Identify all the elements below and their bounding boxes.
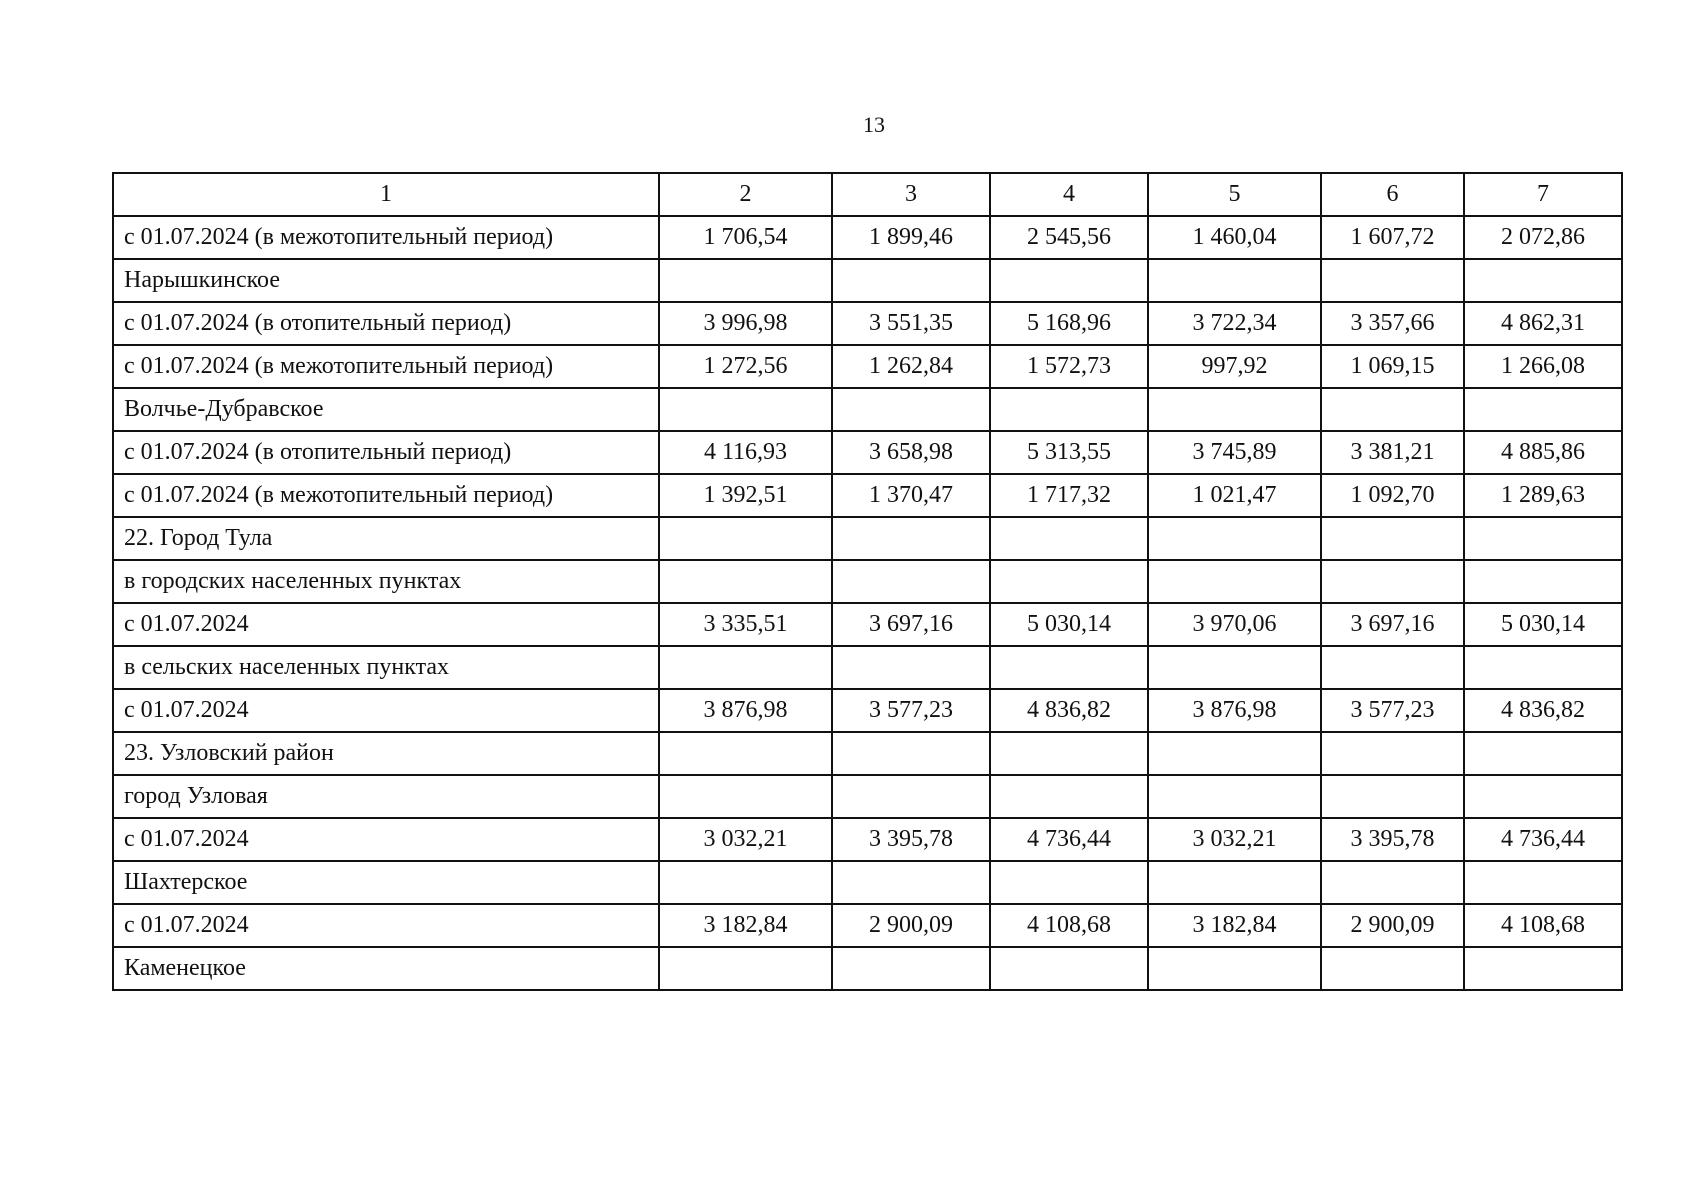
value-cell <box>659 775 832 818</box>
value-cell <box>832 775 990 818</box>
value-cell <box>659 517 832 560</box>
value-cell: 4 885,86 <box>1464 431 1622 474</box>
value-cell: 3 876,98 <box>659 689 832 732</box>
value-cell <box>1464 517 1622 560</box>
value-cell: 1 572,73 <box>990 345 1148 388</box>
value-cell <box>832 646 990 689</box>
table-row <box>113 818 1622 861</box>
row-label: с 01.07.2024 <box>113 904 659 947</box>
value-cell <box>990 560 1148 603</box>
table-row <box>113 517 1622 560</box>
value-cell <box>1148 732 1321 775</box>
row-label: с 01.07.2024 (в межотопительный период) <box>113 345 659 388</box>
table-row <box>113 560 1622 603</box>
value-cell: 3 697,16 <box>832 603 990 646</box>
value-cell: 1 092,70 <box>1321 474 1464 517</box>
table-header-row <box>113 173 1622 216</box>
column-header: 2 <box>659 173 832 216</box>
value-cell <box>1148 560 1321 603</box>
row-label: с 01.07.2024 (в отопительный период) <box>113 302 659 345</box>
row-label: в сельских населенных пунктах <box>113 646 659 689</box>
value-cell <box>1148 947 1321 990</box>
table-row <box>113 689 1622 732</box>
value-cell: 1 021,47 <box>1148 474 1321 517</box>
value-cell: 3 876,98 <box>1148 689 1321 732</box>
value-cell: 1 069,15 <box>1321 345 1464 388</box>
value-cell: 4 736,44 <box>990 818 1148 861</box>
row-label: в городских населенных пунктах <box>113 560 659 603</box>
value-cell: 3 577,23 <box>1321 689 1464 732</box>
value-cell <box>1464 388 1622 431</box>
value-cell: 1 262,84 <box>832 345 990 388</box>
value-cell <box>832 947 990 990</box>
table-row <box>113 861 1622 904</box>
value-cell <box>990 259 1148 302</box>
row-label: с 01.07.2024 <box>113 818 659 861</box>
value-cell <box>659 732 832 775</box>
value-cell <box>832 388 990 431</box>
value-cell: 3 182,84 <box>1148 904 1321 947</box>
row-label: Волчье-Дубравское <box>113 388 659 431</box>
value-cell: 997,92 <box>1148 345 1321 388</box>
value-cell: 3 335,51 <box>659 603 832 646</box>
table-row <box>113 732 1622 775</box>
value-cell <box>1148 775 1321 818</box>
value-cell <box>832 560 990 603</box>
value-cell <box>1464 646 1622 689</box>
value-cell: 3 697,16 <box>1321 603 1464 646</box>
value-cell <box>1321 259 1464 302</box>
column-header: 7 <box>1464 173 1622 216</box>
row-label: 22. Город Тула <box>113 517 659 560</box>
value-cell <box>1148 861 1321 904</box>
value-cell: 1 717,32 <box>990 474 1148 517</box>
value-cell <box>832 732 990 775</box>
value-cell <box>1464 947 1622 990</box>
value-cell: 1 899,46 <box>832 216 990 259</box>
value-cell <box>990 775 1148 818</box>
value-cell <box>659 646 832 689</box>
value-cell: 3 032,21 <box>659 818 832 861</box>
tariff-table <box>112 172 1623 991</box>
value-cell <box>659 388 832 431</box>
value-cell: 5 030,14 <box>1464 603 1622 646</box>
value-cell: 4 108,68 <box>1464 904 1622 947</box>
value-cell <box>990 861 1148 904</box>
value-cell: 3 745,89 <box>1148 431 1321 474</box>
value-cell <box>1148 517 1321 560</box>
value-cell <box>832 259 990 302</box>
value-cell: 4 108,68 <box>990 904 1148 947</box>
value-cell <box>659 259 832 302</box>
table-row <box>113 302 1622 345</box>
value-cell: 1 460,04 <box>1148 216 1321 259</box>
value-cell <box>1464 259 1622 302</box>
value-cell: 3 722,34 <box>1148 302 1321 345</box>
value-cell: 4 836,82 <box>1464 689 1622 732</box>
value-cell: 3 357,66 <box>1321 302 1464 345</box>
table-body <box>113 173 1622 990</box>
value-cell <box>1148 646 1321 689</box>
value-cell <box>1321 861 1464 904</box>
table-row <box>113 216 1622 259</box>
row-label: Каменецкое <box>113 947 659 990</box>
value-cell <box>1464 732 1622 775</box>
value-cell: 3 395,78 <box>832 818 990 861</box>
table-row <box>113 646 1622 689</box>
row-label: с 01.07.2024 <box>113 603 659 646</box>
value-cell: 1 607,72 <box>1321 216 1464 259</box>
value-cell: 5 030,14 <box>990 603 1148 646</box>
row-label: 23. Узловский район <box>113 732 659 775</box>
page-number: 13 <box>863 112 885 137</box>
column-header: 1 <box>113 173 659 216</box>
value-cell: 3 381,21 <box>1321 431 1464 474</box>
value-cell <box>990 646 1148 689</box>
value-cell: 1 272,56 <box>659 345 832 388</box>
value-cell: 4 836,82 <box>990 689 1148 732</box>
value-cell: 2 072,86 <box>1464 216 1622 259</box>
value-cell <box>990 732 1148 775</box>
value-cell <box>1321 775 1464 818</box>
value-cell <box>1321 947 1464 990</box>
value-cell <box>1321 732 1464 775</box>
value-cell <box>1321 388 1464 431</box>
value-cell <box>1321 646 1464 689</box>
value-cell <box>1321 560 1464 603</box>
value-cell: 5 313,55 <box>990 431 1148 474</box>
value-cell <box>832 517 990 560</box>
value-cell <box>832 861 990 904</box>
value-cell: 1 706,54 <box>659 216 832 259</box>
value-cell: 2 545,56 <box>990 216 1148 259</box>
table-row <box>113 388 1622 431</box>
value-cell: 3 032,21 <box>1148 818 1321 861</box>
value-cell: 3 395,78 <box>1321 818 1464 861</box>
value-cell: 3 996,98 <box>659 302 832 345</box>
table-row <box>113 775 1622 818</box>
value-cell: 3 970,06 <box>1148 603 1321 646</box>
value-cell: 5 168,96 <box>990 302 1148 345</box>
table-row <box>113 345 1622 388</box>
value-cell <box>659 861 832 904</box>
value-cell: 1 370,47 <box>832 474 990 517</box>
table-row <box>113 431 1622 474</box>
table-row <box>113 259 1622 302</box>
row-label: с 01.07.2024 (в межотопительный период) <box>113 216 659 259</box>
value-cell <box>659 560 832 603</box>
table-row <box>113 603 1622 646</box>
column-header: 3 <box>832 173 990 216</box>
value-cell: 4 736,44 <box>1464 818 1622 861</box>
row-label: город Узловая <box>113 775 659 818</box>
table-row <box>113 947 1622 990</box>
value-cell: 2 900,09 <box>1321 904 1464 947</box>
value-cell <box>1464 775 1622 818</box>
row-label: Нарышкинское <box>113 259 659 302</box>
value-cell: 3 577,23 <box>832 689 990 732</box>
value-cell <box>1464 861 1622 904</box>
row-label: с 01.07.2024 <box>113 689 659 732</box>
value-cell <box>990 388 1148 431</box>
table-row <box>113 474 1622 517</box>
value-cell <box>659 947 832 990</box>
table-row <box>113 904 1622 947</box>
value-cell: 3 658,98 <box>832 431 990 474</box>
row-label: с 01.07.2024 (в межотопительный период) <box>113 474 659 517</box>
value-cell <box>990 517 1148 560</box>
column-header: 4 <box>990 173 1148 216</box>
column-header: 6 <box>1321 173 1464 216</box>
column-header: 5 <box>1148 173 1321 216</box>
value-cell <box>1321 517 1464 560</box>
row-label: Шахтерское <box>113 861 659 904</box>
value-cell: 2 900,09 <box>832 904 990 947</box>
value-cell: 4 116,93 <box>659 431 832 474</box>
value-cell: 1 266,08 <box>1464 345 1622 388</box>
value-cell: 3 182,84 <box>659 904 832 947</box>
value-cell <box>1148 388 1321 431</box>
value-cell <box>1464 560 1622 603</box>
value-cell: 1 289,63 <box>1464 474 1622 517</box>
value-cell: 4 862,31 <box>1464 302 1622 345</box>
value-cell <box>990 947 1148 990</box>
value-cell: 3 551,35 <box>832 302 990 345</box>
value-cell <box>1148 259 1321 302</box>
value-cell: 1 392,51 <box>659 474 832 517</box>
row-label: с 01.07.2024 (в отопительный период) <box>113 431 659 474</box>
